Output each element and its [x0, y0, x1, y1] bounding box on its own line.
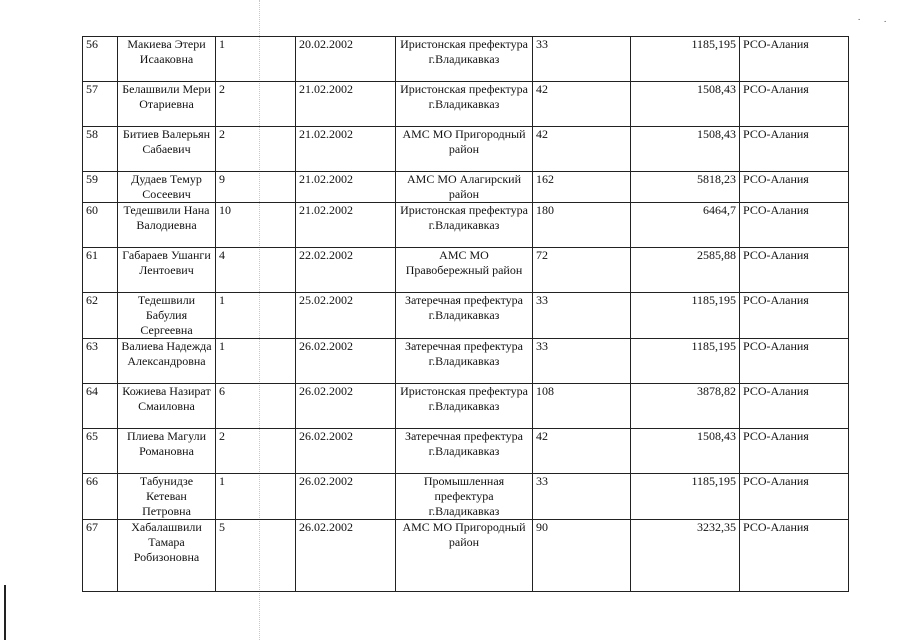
person-name-cell: Табунидзе Кетеван Петровна: [118, 474, 216, 520]
page-speck: .: [884, 14, 887, 24]
quantity-cell: 10: [216, 203, 296, 248]
amount-cell: 1185,195: [631, 474, 740, 520]
organization-cell: Промышленная префектура г.Владикавказ: [396, 474, 533, 520]
person-name-cell: Макиева Этери Исааковна: [118, 37, 216, 82]
quantity-cell: 9: [216, 172, 296, 203]
region-cell: РСО-Алания: [740, 339, 849, 384]
region-cell: РСО-Алания: [740, 520, 849, 592]
organization-cell: АМС МО Правобережный район: [396, 248, 533, 293]
row-number-cell: 65: [83, 429, 118, 474]
region-cell: РСО-Алания: [740, 203, 849, 248]
table-body: [83, 37, 849, 592]
date-cell: 21.02.2002: [296, 172, 396, 203]
organization-cell: АМС МО Пригородный район: [396, 127, 533, 172]
date-cell: 20.02.2002: [296, 37, 396, 82]
region-cell: РСО-Алания: [740, 293, 849, 339]
date-cell: 26.02.2002: [296, 384, 396, 429]
organization-cell: АМС МО Пригородный район: [396, 520, 533, 592]
person-name-cell: Кожиева Назират Смаиловна: [118, 384, 216, 429]
amount-cell: 2585,88: [631, 248, 740, 293]
person-name-cell: Битиев Валерьян Сабаевич: [118, 127, 216, 172]
region-cell: РСО-Алания: [740, 172, 849, 203]
date-cell: 21.02.2002: [296, 82, 396, 127]
region-cell: РСО-Алания: [740, 474, 849, 520]
registry-table: [82, 36, 849, 592]
area-cell: 108: [533, 384, 631, 429]
row-number-cell: 64: [83, 384, 118, 429]
table-row: [83, 172, 849, 203]
row-number-cell: 57: [83, 82, 118, 127]
person-name-cell: Дудаев Темур Сосеевич: [118, 172, 216, 203]
table-row: [83, 82, 849, 127]
row-number-cell: 56: [83, 37, 118, 82]
row-number-cell: 61: [83, 248, 118, 293]
person-name-cell: Белашвили Мери Отариевна: [118, 82, 216, 127]
row-number-cell: 62: [83, 293, 118, 339]
amount-cell: 3878,82: [631, 384, 740, 429]
area-cell: 33: [533, 293, 631, 339]
region-cell: РСО-Алания: [740, 429, 849, 474]
region-cell: РСО-Алания: [740, 82, 849, 127]
area-cell: 72: [533, 248, 631, 293]
organization-cell: Иристонская префектура г.Владикавказ: [396, 203, 533, 248]
area-cell: 33: [533, 474, 631, 520]
table-row: [83, 339, 849, 384]
amount-cell: 1508,43: [631, 82, 740, 127]
person-name-cell: Тедешвили Бабулия Сергеевна: [118, 293, 216, 339]
table-row: [83, 384, 849, 429]
person-name-cell: Плиева Магули Романовна: [118, 429, 216, 474]
row-number-cell: 59: [83, 172, 118, 203]
table-row: [83, 248, 849, 293]
table-row: [83, 520, 849, 592]
organization-cell: АМС МО Алагирский район: [396, 172, 533, 203]
quantity-cell: 4: [216, 248, 296, 293]
quantity-cell: 1: [216, 474, 296, 520]
quantity-cell: 1: [216, 293, 296, 339]
organization-cell: Иристонская префектура г.Владикавказ: [396, 37, 533, 82]
area-cell: 42: [533, 127, 631, 172]
date-cell: 25.02.2002: [296, 293, 396, 339]
quantity-cell: 1: [216, 339, 296, 384]
amount-cell: 1185,195: [631, 339, 740, 384]
quantity-cell: 1: [216, 37, 296, 82]
row-number-cell: 60: [83, 203, 118, 248]
person-name-cell: Хабалашвили Тамара Робизоновна: [118, 520, 216, 592]
area-cell: 162: [533, 172, 631, 203]
organization-cell: Затеречная префектура г.Владикавказ: [396, 339, 533, 384]
scan-edge-mark: [4, 585, 6, 640]
row-number-cell: 67: [83, 520, 118, 592]
date-cell: 26.02.2002: [296, 474, 396, 520]
table-row: [83, 429, 849, 474]
page-speck: .: [858, 12, 861, 22]
person-name-cell: Габараев Ушанги Лентоевич: [118, 248, 216, 293]
area-cell: 33: [533, 339, 631, 384]
quantity-cell: 5: [216, 520, 296, 592]
organization-cell: Затеречная префектура г.Владикавказ: [396, 429, 533, 474]
organization-cell: Иристонская префектура г.Владикавказ: [396, 384, 533, 429]
region-cell: РСО-Алания: [740, 127, 849, 172]
organization-cell: Затеречная префектура г.Владикавказ: [396, 293, 533, 339]
amount-cell: 1185,195: [631, 293, 740, 339]
table-row: [83, 37, 849, 82]
region-cell: РСО-Алания: [740, 384, 849, 429]
table-row: [83, 474, 849, 520]
organization-cell: Иристонская префектура г.Владикавказ: [396, 82, 533, 127]
row-number-cell: 66: [83, 474, 118, 520]
quantity-cell: 2: [216, 429, 296, 474]
area-cell: 90: [533, 520, 631, 592]
amount-cell: 3232,35: [631, 520, 740, 592]
row-number-cell: 63: [83, 339, 118, 384]
date-cell: 26.02.2002: [296, 429, 396, 474]
date-cell: 26.02.2002: [296, 339, 396, 384]
amount-cell: 5818,23: [631, 172, 740, 203]
amount-cell: 1185,195: [631, 37, 740, 82]
date-cell: 26.02.2002: [296, 520, 396, 592]
region-cell: РСО-Алания: [740, 248, 849, 293]
person-name-cell: Тедешвили Нана Валодиевна: [118, 203, 216, 248]
area-cell: 180: [533, 203, 631, 248]
person-name-cell: Валиева Надежда Александровна: [118, 339, 216, 384]
amount-cell: 1508,43: [631, 429, 740, 474]
region-cell: РСО-Алания: [740, 37, 849, 82]
quantity-cell: 2: [216, 82, 296, 127]
area-cell: 42: [533, 82, 631, 127]
table-row: [83, 293, 849, 339]
row-number-cell: 58: [83, 127, 118, 172]
quantity-cell: 2: [216, 127, 296, 172]
amount-cell: 1508,43: [631, 127, 740, 172]
area-cell: 33: [533, 37, 631, 82]
area-cell: 42: [533, 429, 631, 474]
date-cell: 21.02.2002: [296, 203, 396, 248]
table-row: [83, 203, 849, 248]
table-row: [83, 127, 849, 172]
date-cell: 22.02.2002: [296, 248, 396, 293]
amount-cell: 6464,7: [631, 203, 740, 248]
date-cell: 21.02.2002: [296, 127, 396, 172]
quantity-cell: 6: [216, 384, 296, 429]
